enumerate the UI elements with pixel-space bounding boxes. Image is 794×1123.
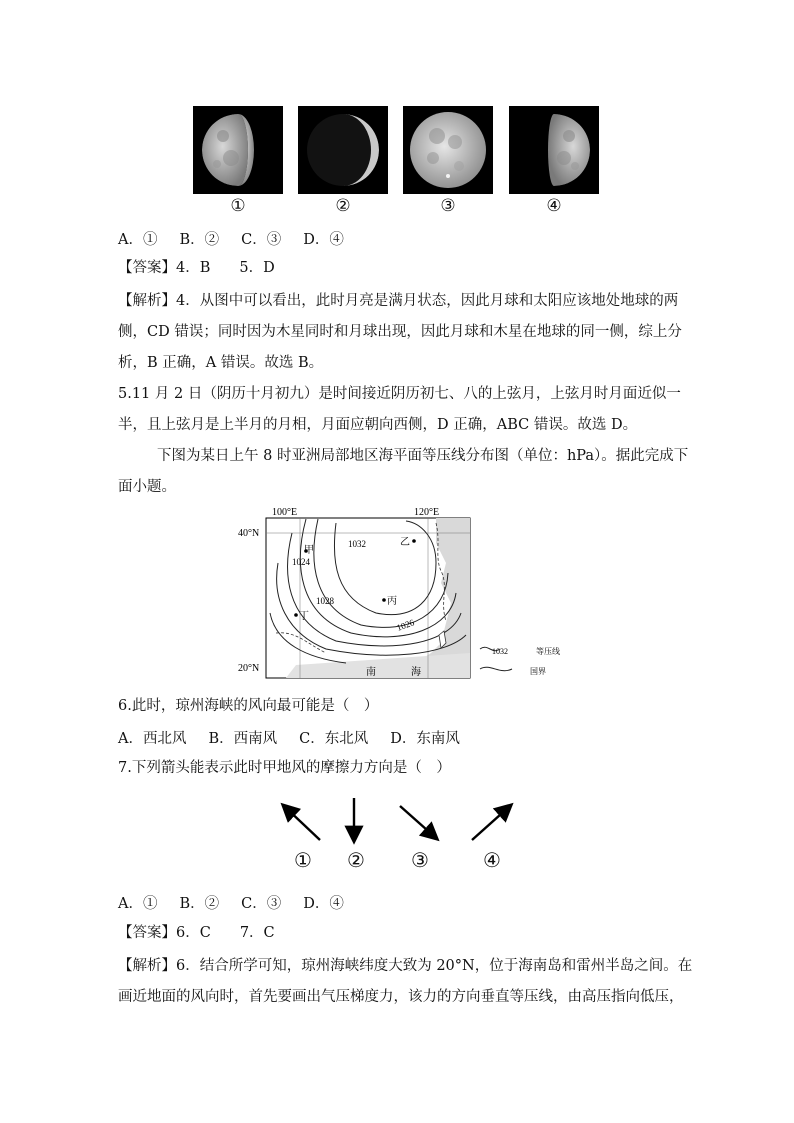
q45-analysis-line-5: 半，且上弦月是上半月的月相，月面应朝向西侧，D 正确，ABC 错误。故选 D。	[118, 417, 638, 433]
q45-analysis-line-4: 5.11 月 2 日（阴历十月初九）是时间接近阴历初七、八的上弦月，上弦月时月面近似一	[118, 386, 681, 402]
q7-stem: 7.下列箭头能表示此时甲地风的摩擦力方向是（ ）	[118, 760, 451, 776]
lat-40-label: 40°N	[238, 528, 260, 539]
isobar-1032-label: 1032	[348, 539, 366, 549]
moon-phase-image-1	[193, 106, 283, 194]
option-d: D．东南风	[390, 731, 460, 747]
option-d: D．④	[303, 232, 344, 248]
q67-analysis-line-1: 【解析】6．结合所学可知，琼州海峡纬度大致为 20°N，位于海南岛和雷州半岛之间。在	[118, 958, 693, 974]
lat-20-label: 20°N	[238, 663, 260, 674]
moon-label-4: ④	[546, 196, 562, 216]
moon-label-2: ②	[335, 196, 351, 216]
option-b: B．②	[179, 896, 220, 912]
place-jia: 甲	[304, 545, 314, 556]
arrow-4-icon	[472, 806, 510, 840]
arrow-1-icon	[284, 806, 320, 840]
arrow-label-2: ②	[347, 848, 365, 872]
moon-phase-image-2	[298, 106, 388, 194]
option-c: C．东北风	[299, 731, 369, 747]
moon-label-3: ③	[440, 196, 456, 216]
option-c: C．③	[241, 896, 282, 912]
sea-label-1: 南	[366, 667, 376, 678]
legend-isobar-label: 等压线	[536, 647, 560, 656]
arrow-label-4: ④	[483, 848, 501, 872]
q7-options	[118, 892, 366, 913]
lon-100-label: 100°E	[272, 507, 298, 518]
option-a: A．①	[118, 232, 158, 248]
isobar-1024-label: 1024	[292, 557, 310, 567]
arrow-3-icon	[400, 806, 436, 838]
arrow-label-3: ③	[411, 848, 429, 872]
sea-label-2: 海	[411, 667, 421, 678]
q67-answer: 【答案】6．C 7．C	[118, 925, 275, 941]
option-c: C．③	[241, 232, 282, 248]
q6-stem: 6.此时，琼州海峡的风向最可能是（ ）	[118, 698, 379, 714]
arrow-options-figure	[270, 796, 530, 852]
moon-phase-image-4	[509, 106, 599, 194]
isobar-1026-label: 1026	[395, 617, 416, 633]
option-a: A．①	[118, 896, 158, 912]
q45-answer: 【答案】4．B 5．D	[118, 260, 275, 276]
arrow-label-1: ①	[294, 848, 312, 872]
place-yi: 乙	[400, 537, 410, 548]
q45-analysis-line-1: 【解析】4．从图中可以看出，此时月亮是满月状态，因此月球和太阳应该地处地球的两	[118, 293, 679, 309]
intro-line-2: 面小题。	[118, 479, 176, 495]
lon-120-label: 120°E	[414, 507, 440, 518]
isobar-1028-label: 1028	[316, 596, 334, 606]
q45-options	[118, 228, 366, 249]
option-d: D．④	[303, 896, 344, 912]
place-ding: 丁	[299, 611, 309, 622]
moon-phase-image-3	[403, 106, 493, 194]
intro-line-1: 下图为某日上午 8 时亚洲局部地区海平面等压线分布图（单位：hPa）。据此完成下	[157, 448, 689, 464]
q6-options	[118, 727, 482, 748]
q45-analysis-line-2: 侧，CD 错误；同时因为木星同时和月球出现，因此月球和木星在地球的同一侧，综上分	[118, 324, 682, 340]
q45-analysis-line-3: 析，B 正确，A 错误。故选 B。	[118, 355, 324, 371]
legend-border-label: 国界	[530, 667, 546, 676]
isobar-map	[236, 503, 572, 681]
option-b: B．②	[179, 232, 220, 248]
option-a: A．西北风	[118, 731, 187, 747]
moon-label-1: ①	[230, 196, 246, 216]
place-bing: 丙	[387, 596, 397, 607]
legend-isobar-value: 1032	[492, 647, 508, 656]
option-b: B．西南风	[208, 731, 278, 747]
q67-analysis-line-2: 画近地面的风向时，首先要画出气压梯度力，该力的方向垂直等压线，由高压指向低压，	[118, 989, 684, 1005]
